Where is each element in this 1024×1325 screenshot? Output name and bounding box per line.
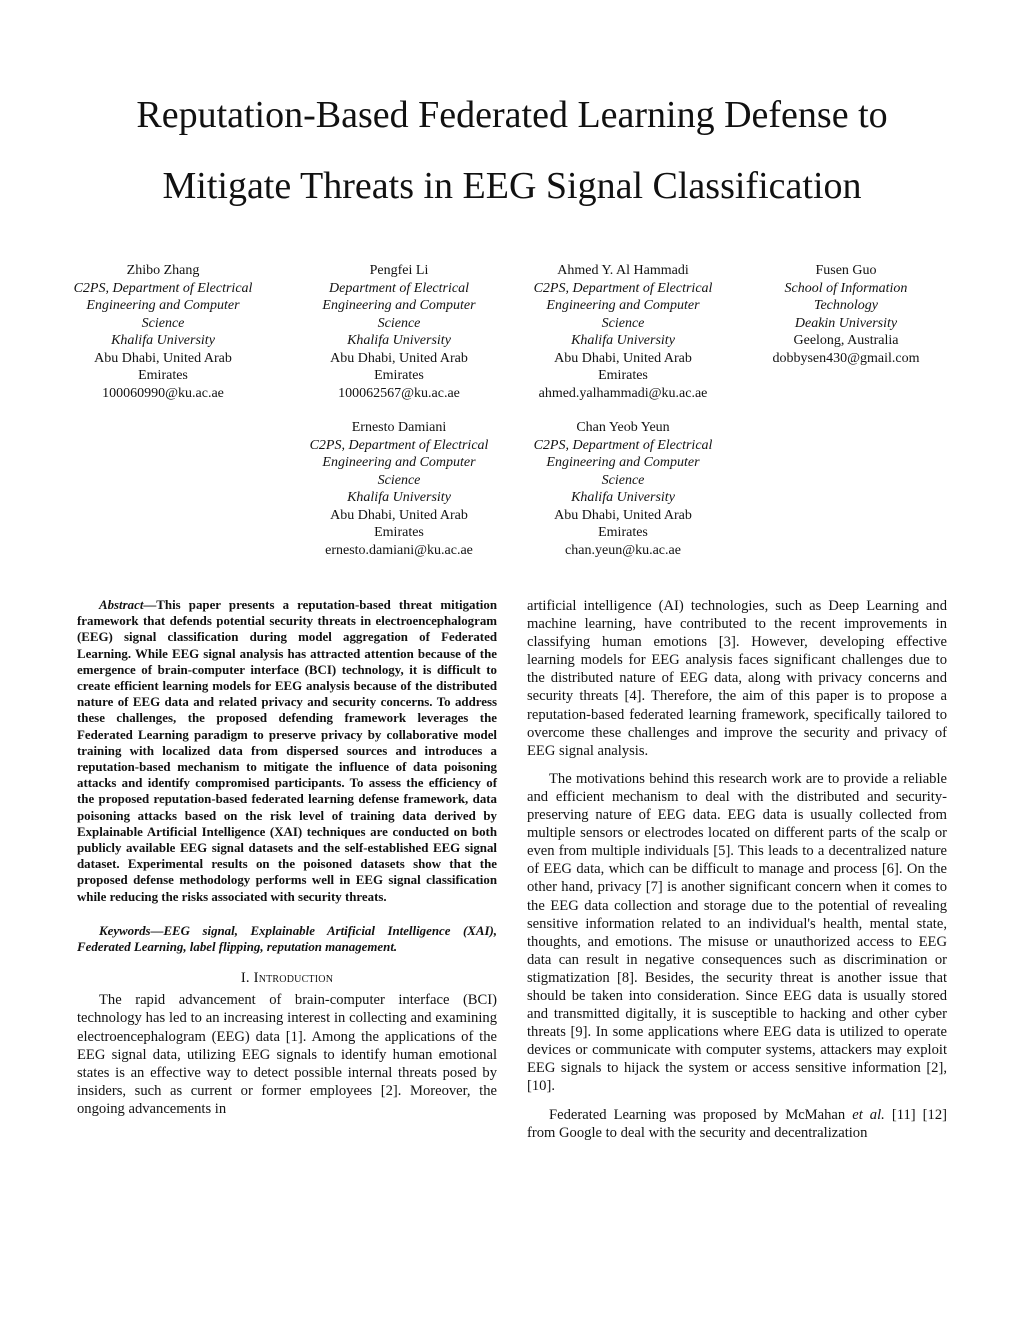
author-university: Khalifa University xyxy=(111,333,215,348)
author-location: Emirates xyxy=(138,368,188,383)
body-paragraph: The rapid advancement of brain-computer interface (BCI) technology has led to an increasing interest in collecting and examining electroencephalogram (EEG) data [1]. Among the applications of the EEG signal data, utilizing EEG signals to identify human emotional states is an effective way to detect possible internal threats posed by insiders, such as current or former employees [2]. Moreover, the ongoing advancements in xyxy=(77,992,497,1117)
author-university: Khalifa University xyxy=(347,333,451,348)
author-dept: C2PS, Department of Electrical xyxy=(533,437,713,453)
author-dept: C2PS, Department of Electrical xyxy=(533,280,713,296)
author-dept: Department of Electrical xyxy=(329,280,469,296)
author-email: 100062567@ku.ac.ae xyxy=(338,385,460,401)
author-location: Emirates xyxy=(598,368,648,383)
author-dept: Science xyxy=(377,315,421,331)
author-dept: Engineering and Computer xyxy=(322,298,476,313)
author-dept: Engineering and Computer xyxy=(546,455,700,470)
author-email: dobbysen430@gmail.com xyxy=(772,350,920,366)
abstract-lead: Abstract xyxy=(99,598,144,612)
author-name: Ahmed Y. Al Hammadi xyxy=(557,263,689,278)
author-location: Emirates xyxy=(374,368,424,383)
body-paragraph: The motivations behind this research work are to provide a reliable and efficient mechanism to deal with the distributed and security-preserving nature of EEG data. EEG data is usually collected from multiple sensors or electrodes located on different parts of the scalp or even from multiple individuals [5]. This leads to a decentralized nature of EEG data, which can be difficult to manage and process [6]. On the other hand, privacy [7] is another significant concern when it comes to the EEG data collection and storage due to the potential of revealing sensitive information related to an individual's health, mental state, thoughts, and emotions. The misuse or unauthorized access to EEG data can result in negative consequences such as discrimination or stigmatization [8]. Besides, the security threat is another issue that should be taken into consideration. Since EEG data is usually stored and transmitted digitally, it is susceptible to hacking and other cyber threats [9]. In some applications where EEG data is utilized to operate devices or communicate with computer systems, attackers may exploit EEG signals to hijack the system or access sensitive information [2], [10]. xyxy=(527,770,947,1095)
body-text: [11] [12] from Google to deal with the security and decentralization xyxy=(527,1106,947,1141)
author-dept: Science xyxy=(601,315,645,331)
abstract xyxy=(77,597,497,905)
author-location: Emirates xyxy=(374,525,424,540)
author-location: Abu Dhabi, United Arab xyxy=(330,350,468,366)
author-email: 100060990@ku.ac.ae xyxy=(102,385,224,401)
author-name: Ernesto Damiani xyxy=(351,420,447,435)
author-dept: School of Information xyxy=(784,280,908,296)
paper-title-line-1: Reputation-Based Federated Learning Defense to xyxy=(136,94,888,136)
author-dept: C2PS, Department of Electrical xyxy=(73,280,253,296)
author-block xyxy=(513,419,733,559)
abstract-text: —This paper presents a reputation-based threat mitigation framework that defends potential security threats in electroencephalogram (EEG) signal classification during model aggregation of Federated Learning. While EEG signal analysis has attracted attention because of the emergence of brain-computer interface (BCI) technology, it is difficult to create efficient learning models for EEG analysis because of the distributed nature of EEG data and related privacy and security concerns. To address these challenges, the proposed defending framework leverages the Federated Learning paradigm to preserve privacy by collaborative model training with localized data from dispersed sources and introduces a reputation-based mechanism to mitigate the influence of data poisoning attacks and identify compromised participants. To assess the efficiency of the proposed reputation-based federated learning defense framework, data poisoning attacks based on the risk level of training data derived by Explainable Artificial Intelligence (XAI) techniques are conducted on both publicly available EEG signal datasets and the self-established EEG signal dataset. Experimental results on the poisoned datasets show that the proposed defense methodology performs well in EEG signal classification while reducing the risks associated with security threats. xyxy=(77,598,497,904)
author-email: ahmed.yalhammadi@ku.ac.ae xyxy=(538,385,708,401)
section-heading xyxy=(77,969,497,987)
paper-title-line-2: Mitigate Threats in EEG Signal Classification xyxy=(162,165,862,207)
body-paragraph xyxy=(527,1106,947,1142)
author-university: Khalifa University xyxy=(571,490,675,505)
author-location: Abu Dhabi, United Arab xyxy=(94,350,232,366)
author-email: ernesto.damiani@ku.ac.ae xyxy=(325,542,473,558)
author-block xyxy=(289,262,509,402)
author-location: Geelong, Australia xyxy=(793,333,899,348)
author-block xyxy=(53,262,273,402)
body-paragraph: artificial intelligence (AI) technologies, such as Deep Learning and machine learning, have contributed to the recent improvements in classifying human emotions [3]. However, developing effective learning models for EEG analysis faces significant challenges due to the distributed nature of EEG data, along with privacy concerns and security threats [4]. Therefore, the aim of this paper is to propose a reputation-based federated learning framework, specifically tailored to overcome these challenges and improve the security and privacy of EEG signal analysis. xyxy=(527,598,947,759)
author-university: Khalifa University xyxy=(571,333,675,348)
author-dept: Science xyxy=(601,472,645,488)
author-location: Abu Dhabi, United Arab xyxy=(554,350,692,366)
author-dept: Technology xyxy=(813,298,879,313)
author-name: Fusen Guo xyxy=(815,263,877,278)
author-dept: Engineering and Computer xyxy=(86,298,240,313)
body-text: Federated Learning was proposed by McMahan xyxy=(549,1106,853,1123)
author-name: Pengfei Li xyxy=(369,263,429,278)
author-dept: C2PS, Department of Electrical xyxy=(309,437,489,453)
author-university: Deakin University xyxy=(794,315,898,331)
author-name: Zhibo Zhang xyxy=(126,263,200,278)
section-title: Introduction xyxy=(253,970,334,987)
author-block xyxy=(289,419,509,559)
author-name: Chan Yeob Yeun xyxy=(576,420,670,435)
left-column xyxy=(77,597,497,1118)
author-location: Emirates xyxy=(598,525,648,540)
author-university: Khalifa University xyxy=(347,490,451,505)
author-dept: Science xyxy=(377,472,421,488)
author-location: Abu Dhabi, United Arab xyxy=(330,507,468,523)
author-block xyxy=(513,262,733,402)
keywords: Keywords—EEG signal, Explainable Artificial Intelligence (XAI), Federated Learning, label flipping, reputation management. xyxy=(77,923,497,955)
right-column xyxy=(527,597,947,1142)
author-block xyxy=(736,262,956,367)
author-email: chan.yeun@ku.ac.ae xyxy=(565,542,681,558)
author-location: Abu Dhabi, United Arab xyxy=(554,507,692,523)
body-text-italic: et al. xyxy=(852,1106,885,1123)
author-dept: Engineering and Computer xyxy=(546,298,700,313)
section-number: I. xyxy=(240,970,250,987)
author-dept: Science xyxy=(141,315,185,331)
author-dept: Engineering and Computer xyxy=(322,455,476,470)
